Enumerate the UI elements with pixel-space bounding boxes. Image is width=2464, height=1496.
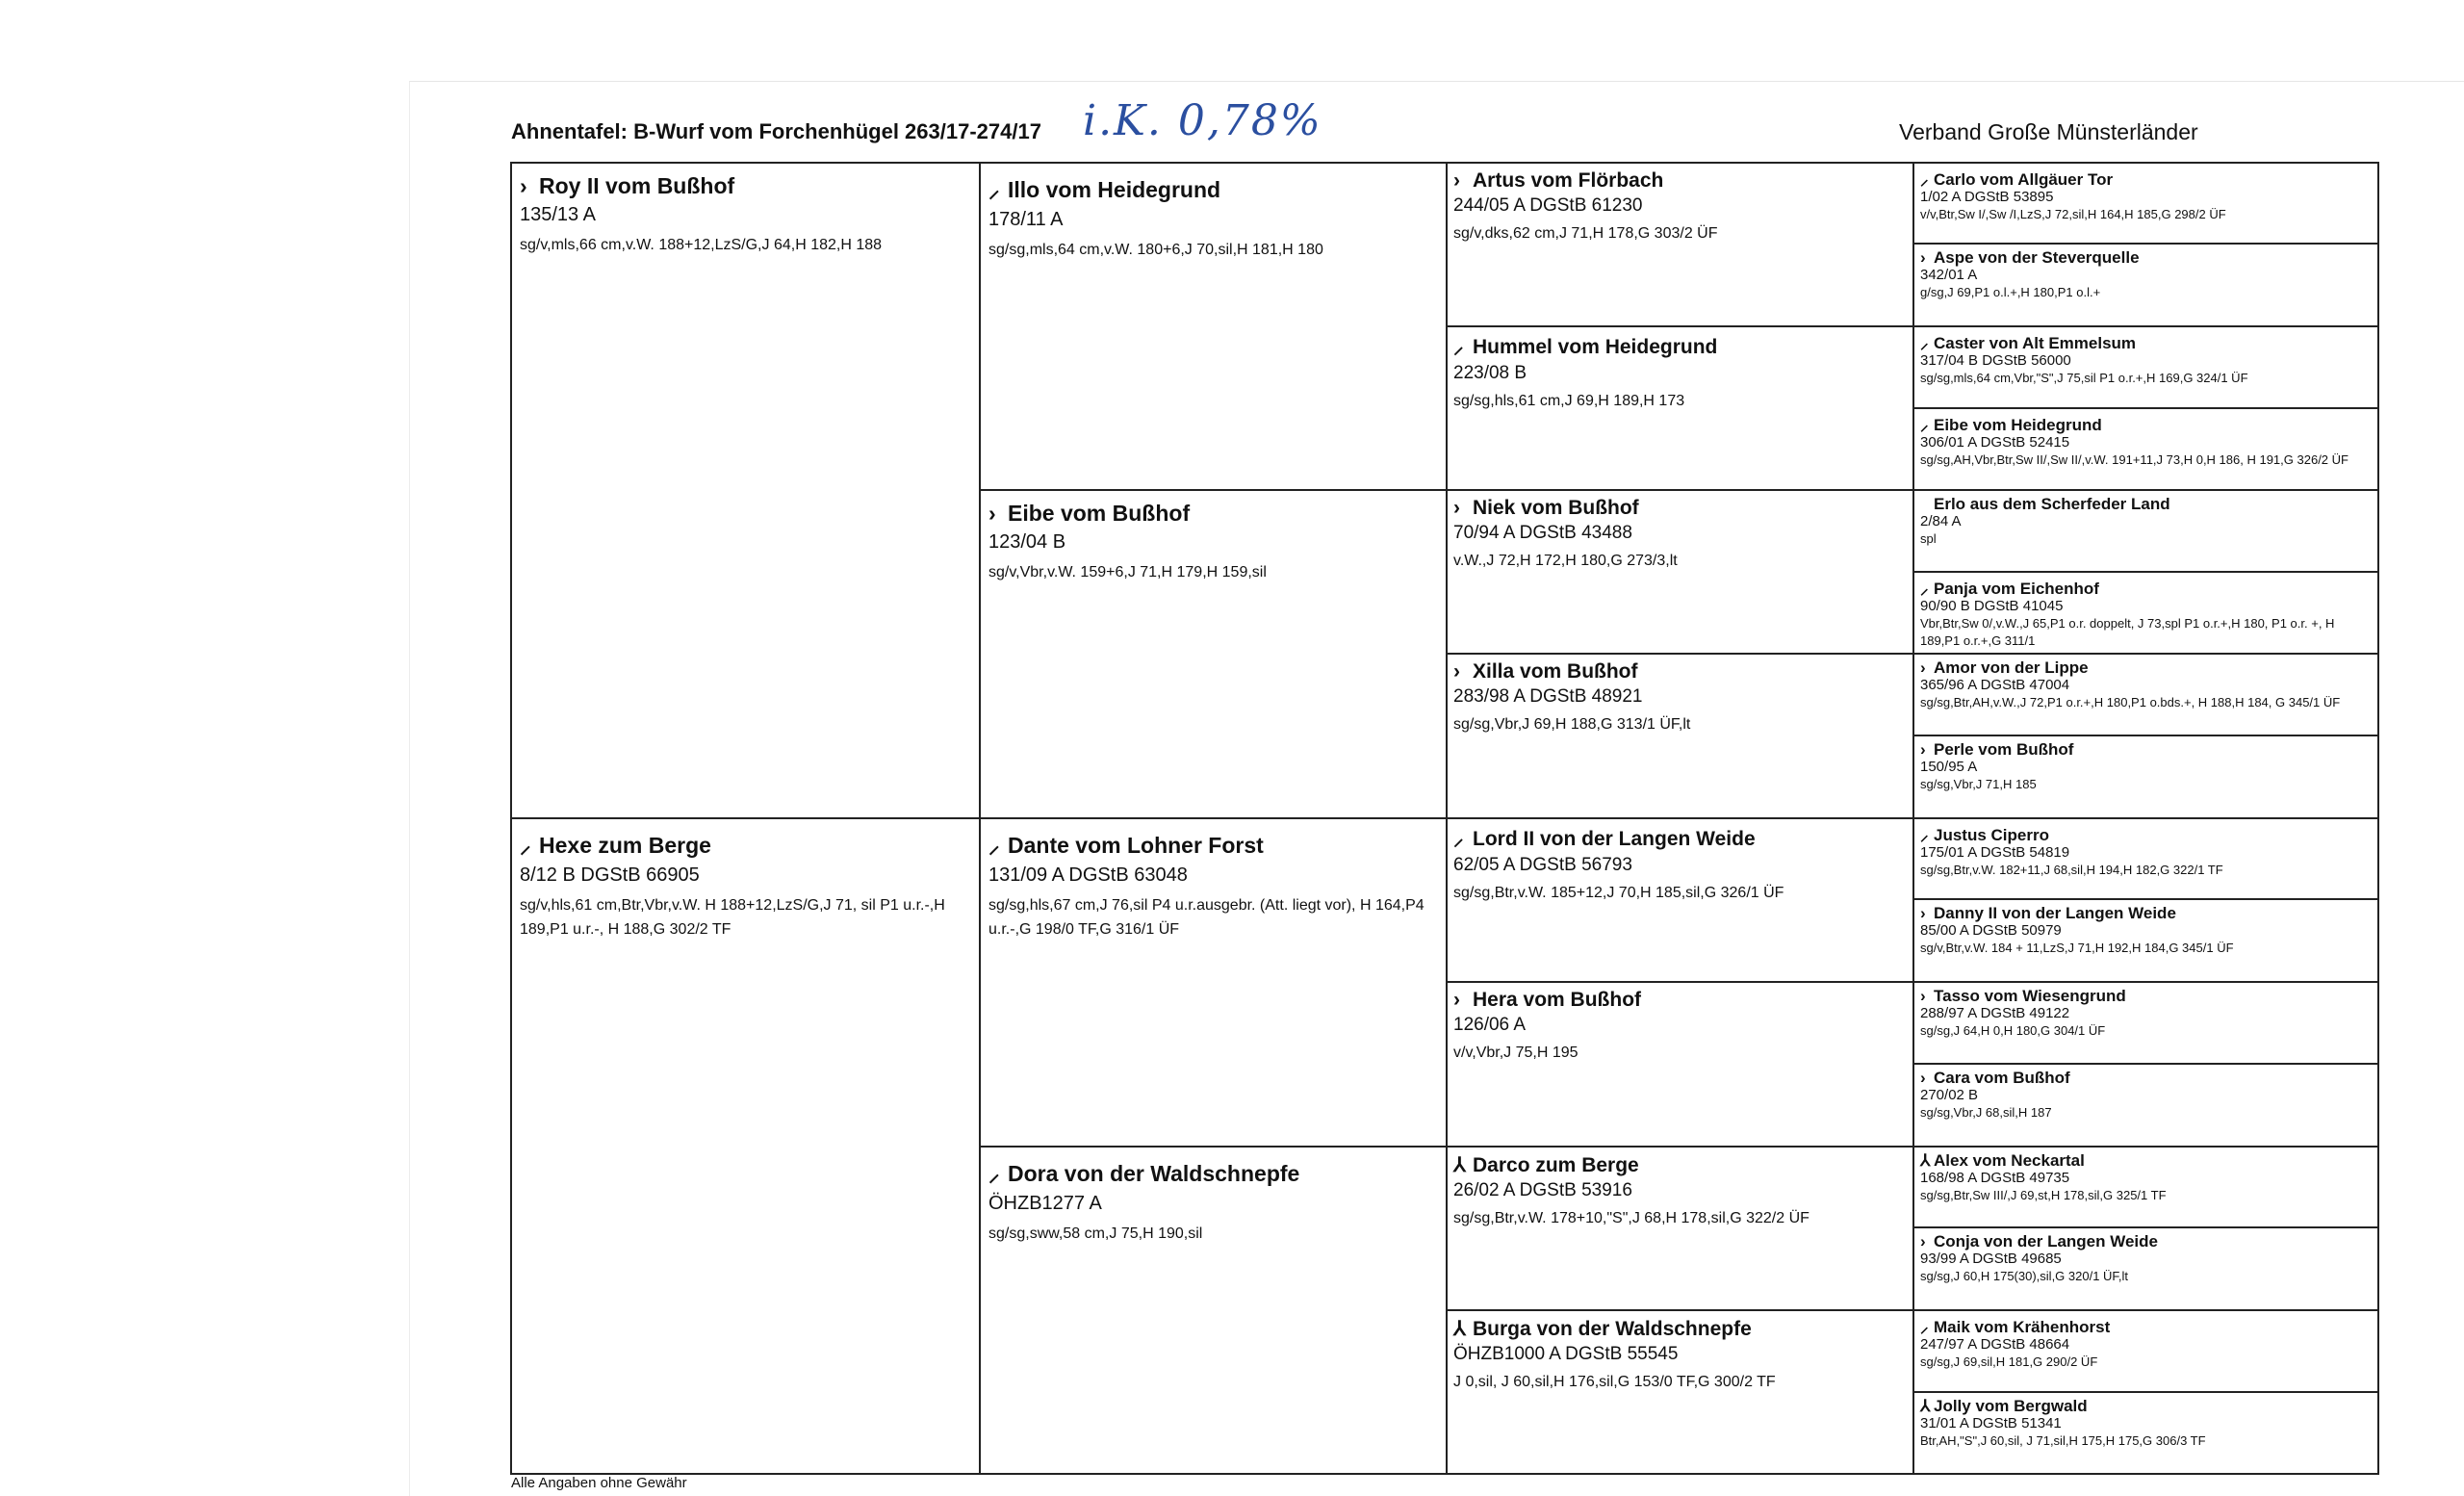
handwritten-inbreeding-note: i.K. 0,78% bbox=[1083, 96, 1322, 145]
dog-name: ⸝ Dante vom Lohner Forst bbox=[988, 829, 1438, 860]
performance-details: sg/sg,AH,Vbr,Btr,Sw II/,Sw II/,v.W. 191+11,J 73,H 0,H 186, H 191,G 326/2 ÜF bbox=[1920, 452, 2348, 467]
gen4-cell bbox=[1912, 489, 2379, 573]
line-marker: ⅄ bbox=[1920, 1151, 1931, 1170]
performance-details: sg/sg,hls,67 cm,J 76,sil P4 u.r.ausgebr. (Att. liegt vor), H 164,P4 u.r.-,G 198/0 TF,G 316/1 ÜF bbox=[988, 897, 1424, 938]
dog-name: ⸝ Caster von Alt Emmelsum bbox=[1920, 331, 2372, 353]
registration-number: 93/99 A DGStB 49685 bbox=[1920, 1251, 2062, 1267]
line-marker: › bbox=[1453, 660, 1460, 683]
gen3-cell bbox=[1446, 817, 1914, 983]
registration-number: 31/01 A DGStB 51341 bbox=[1920, 1415, 2062, 1432]
line-marker: ⸝ bbox=[1920, 580, 1929, 598]
performance-details: sg/sg,Btr,AH,v.W.,J 72,P1 o.r.+,H 180,P1 o.bds.+, H 188,H 184, G 345/1 ÜF bbox=[1920, 695, 2341, 709]
dog-name: ⸝ Lord II von der Langen Weide bbox=[1453, 825, 1907, 852]
performance-details: spl bbox=[1920, 531, 1937, 546]
dog-name: › Aspe von der Steverquelle bbox=[1920, 248, 2140, 267]
gen4-cell bbox=[1912, 1063, 2379, 1148]
performance-details: sg/sg,Btr,v.W. 185+12,J 70,H 185,sil,G 326/1 ÜF bbox=[1453, 885, 1784, 901]
performance-details: v.W.,J 72,H 172,H 180,G 273/3,lt bbox=[1453, 553, 1678, 569]
dog-name: ⅄ Jolly vom Bergwald bbox=[1920, 1397, 2088, 1415]
dog-name: ⸝ Illo vom Heidegrund bbox=[988, 173, 1438, 204]
gen4-cell bbox=[1912, 653, 2379, 736]
performance-details: Vbr,Btr,Sw 0/,v.W.,J 65,P1 o.r. doppelt, J 73,spl P1 o.r.+,H 180, P1 o.r. +, H 189,P1 o.r.+,G 311/1 bbox=[1920, 616, 2335, 648]
registration-number: 223/08 B bbox=[1453, 363, 1527, 383]
line-marker: › bbox=[1920, 987, 1926, 1005]
registration-number: 1/02 A DGStB 53895 bbox=[1920, 189, 2054, 205]
registration-number: 342/01 A bbox=[1920, 267, 1978, 283]
line-marker: ⸝ bbox=[520, 833, 531, 858]
dog-name: ⸝ Carlo vom Allgäuer Tor bbox=[1920, 168, 2372, 190]
registration-number: 150/95 A bbox=[1920, 759, 1978, 775]
dog-name: › Tasso vom Wiesengrund bbox=[1920, 987, 2126, 1005]
line-marker: ⸝ bbox=[988, 177, 1000, 202]
performance-details: sg/sg,hls,61 cm,J 69,H 189,H 173 bbox=[1453, 393, 1685, 409]
line-marker: ⸝ bbox=[1920, 334, 1929, 352]
registration-number: 306/01 A DGStB 52415 bbox=[1920, 434, 2070, 451]
performance-details: v/v,Btr,Sw I/,Sw /I,LzS,J 72,sil,H 164,H 185,G 298/2 ÜF bbox=[1920, 207, 2226, 221]
sire-dam-cell bbox=[979, 489, 1448, 819]
dog-name: › Xilla vom Bußhof bbox=[1453, 660, 1638, 683]
performance-details: sg/sg,Vbr,J 68,sil,H 187 bbox=[1920, 1105, 2052, 1120]
line-marker: ⅄ bbox=[1453, 1318, 1466, 1340]
dog-name: › Danny II von der Langen Weide bbox=[1920, 904, 2176, 922]
registration-number: 317/04 B DGStB 56000 bbox=[1920, 352, 2071, 369]
dog-name: › Amor von der Lippe bbox=[1920, 658, 2089, 677]
registration-number: ÖHZB1277 A bbox=[988, 1193, 1102, 1214]
dog-name: ⸝ Dora von der Waldschnepfe bbox=[988, 1157, 1438, 1188]
registration-number: 131/09 A DGStB 63048 bbox=[988, 864, 1188, 886]
gen4-cell bbox=[1912, 162, 2379, 245]
performance-details: sg/sg,sww,58 cm,J 75,H 190,sil bbox=[988, 1225, 1203, 1242]
line-marker: ⅄ bbox=[1453, 1154, 1466, 1176]
dam-dam-cell bbox=[979, 1146, 1448, 1475]
performance-details: sg/sg,Btr,v.W. 178+10,"S",J 68,H 178,sil,G 322/2 ÜF bbox=[1453, 1210, 1810, 1226]
gen3-cell bbox=[1446, 489, 1914, 655]
line-marker: › bbox=[1453, 989, 1460, 1011]
line-marker: ⸝ bbox=[1453, 336, 1464, 358]
dog-name: ⸝ Justus Ciperro bbox=[1920, 823, 2372, 845]
gen4-cell bbox=[1912, 571, 2379, 655]
dog-name: ⸝ Panja vom Eichenhof bbox=[1920, 577, 2372, 599]
performance-details: sg/v,Btr,v.W. 184 + 11,LzS,J 71,H 192,H 184,G 345/1 ÜF bbox=[1920, 941, 2234, 955]
gen3-cell bbox=[1446, 162, 1914, 327]
dog-name: › Perle vom Bußhof bbox=[1920, 740, 2074, 759]
gen4-cell bbox=[1912, 735, 2379, 819]
gen4-cell bbox=[1912, 1146, 2379, 1228]
dog-name: ⸝ Hummel vom Heidegrund bbox=[1453, 333, 1907, 360]
line-marker: › bbox=[520, 173, 527, 198]
line-marker: › bbox=[988, 501, 996, 526]
registration-number: 85/00 A DGStB 50979 bbox=[1920, 922, 2062, 939]
performance-details: sg/sg,Vbr,J 69,H 188,G 313/1 ÜF,lt bbox=[1453, 716, 1691, 733]
line-marker: › bbox=[1920, 904, 1926, 922]
performance-details: sg/sg,mls,64 cm,Vbr,"S",J 75,sil P1 o.r.+,H 169,G 324/1 ÜF bbox=[1920, 371, 2248, 385]
gen4-cell bbox=[1912, 1226, 2379, 1311]
disclaimer: Alle Angaben ohne Gewähr bbox=[511, 1475, 687, 1491]
gen4-cell bbox=[1912, 325, 2379, 409]
registration-number: 247/97 A DGStB 48664 bbox=[1920, 1336, 2070, 1353]
registration-number: 62/05 A DGStB 56793 bbox=[1453, 855, 1632, 875]
line-marker: ⸝ bbox=[1920, 826, 1929, 844]
line-marker: › bbox=[1920, 658, 1926, 677]
dog-name: ⅄ Darco zum Berge bbox=[1453, 1154, 1639, 1176]
performance-details: v/v,Vbr,J 75,H 195 bbox=[1453, 1045, 1578, 1061]
sire-cell bbox=[510, 162, 981, 819]
gen4-cell bbox=[1912, 243, 2379, 327]
dog-name: › Niek vom Bußhof bbox=[1453, 497, 1639, 519]
gen3-cell bbox=[1446, 325, 1914, 491]
registration-number: 126/06 A bbox=[1453, 1015, 1527, 1035]
gen4-cell bbox=[1912, 1309, 2379, 1393]
registration-number: 70/94 A DGStB 43488 bbox=[1453, 523, 1632, 543]
line-marker: ⅄ bbox=[1920, 1397, 1931, 1415]
line-marker: › bbox=[1920, 740, 1926, 759]
dog-name: Erlo aus dem Scherfeder Land bbox=[1934, 495, 2170, 513]
line-marker: › bbox=[1920, 1232, 1926, 1251]
registration-number: 2/84 A bbox=[1920, 513, 1962, 529]
dog-name: ⸝ Maik vom Krähenhorst bbox=[1920, 1315, 2372, 1337]
performance-details: sg/sg,Vbr,J 71,H 185 bbox=[1920, 777, 2037, 791]
performance-details: sg/sg,J 64,H 0,H 180,G 304/1 ÜF bbox=[1920, 1023, 2106, 1038]
gen3-cell bbox=[1446, 981, 1914, 1148]
performance-details: sg/v,dks,62 cm,J 71,H 178,G 303/2 ÜF bbox=[1453, 225, 1718, 242]
registration-number: 178/11 A bbox=[988, 209, 1064, 230]
gen3-cell bbox=[1446, 653, 1914, 819]
gen4-cell bbox=[1912, 407, 2379, 491]
association-name: Verband Große Münsterländer bbox=[1899, 119, 2198, 144]
performance-details: sg/sg,J 69,sil,H 181,G 290/2 ÜF bbox=[1920, 1354, 2098, 1369]
performance-details: sg/sg,Btr,v.W. 182+11,J 68,sil,H 194,H 182,G 322/1 TF bbox=[1920, 863, 2223, 877]
registration-number: 175/01 A DGStB 54819 bbox=[1920, 844, 2070, 861]
registration-number: 244/05 A DGStB 61230 bbox=[1453, 195, 1643, 216]
line-marker: › bbox=[1453, 169, 1460, 192]
registration-number: 26/02 A DGStB 53916 bbox=[1453, 1180, 1632, 1200]
dam-sire-cell bbox=[979, 817, 1448, 1148]
gen3-cell bbox=[1446, 1146, 1914, 1311]
dog-name: › Cara vom Bußhof bbox=[1920, 1069, 2070, 1087]
registration-number: 270/02 B bbox=[1920, 1087, 1979, 1103]
performance-details: sg/v,Vbr,v.W. 159+6,J 71,H 179,H 159,sil bbox=[988, 564, 1267, 580]
dog-name: ⅄ Alex vom Neckartal bbox=[1920, 1151, 2085, 1170]
registration-number: 365/96 A DGStB 47004 bbox=[1920, 677, 2070, 693]
registration-number: 288/97 A DGStB 49122 bbox=[1920, 1005, 2070, 1021]
performance-details: sg/sg,mls,64 cm,v.W. 180+6,J 70,sil,H 181,H 180 bbox=[988, 242, 1323, 258]
registration-number: 283/98 A DGStB 48921 bbox=[1453, 686, 1643, 707]
line-marker: ⸝ bbox=[1920, 170, 1929, 189]
line-marker: ⸝ bbox=[988, 1161, 1000, 1186]
gen3-cell bbox=[1446, 1309, 1914, 1475]
line-marker: ⸝ bbox=[988, 833, 1000, 858]
line-marker: › bbox=[1920, 248, 1926, 267]
gen4-cell bbox=[1912, 898, 2379, 983]
sire-sire-cell bbox=[979, 162, 1448, 491]
dog-name: › Hera vom Bußhof bbox=[1453, 989, 1642, 1011]
registration-number: 8/12 B DGStB 66905 bbox=[520, 864, 700, 886]
pedigree-title: Ahnentafel: B-Wurf vom Forchenhügel 263/17-274/17 bbox=[511, 119, 1041, 143]
performance-details: J 0,sil, J 60,sil,H 176,sil,G 153/0 TF,G 300/2 TF bbox=[1453, 1374, 1776, 1390]
dog-name: ⸝ Hexe zum Berge bbox=[520, 829, 971, 860]
line-marker: ⸝ bbox=[1920, 416, 1929, 434]
gen4-cell bbox=[1912, 817, 2379, 900]
dog-name: › Conja von der Langen Weide bbox=[1920, 1232, 2158, 1251]
line-marker: › bbox=[1453, 497, 1460, 519]
registration-number: 123/04 B bbox=[988, 531, 1066, 553]
performance-details: sg/sg,Btr,Sw III/,J 69,st,H 178,sil,G 325/1 TF bbox=[1920, 1188, 2167, 1202]
gen4-cell bbox=[1912, 1391, 2379, 1475]
registration-number: 90/90 B DGStB 41045 bbox=[1920, 598, 2064, 614]
performance-details: sg/v,mls,66 cm,v.W. 188+12,LzS/G,J 64,H 182,H 188 bbox=[520, 237, 883, 253]
performance-details: g/sg,J 69,P1 o.l.+,H 180,P1 o.l.+ bbox=[1920, 285, 2101, 299]
registration-number: ÖHZB1000 A DGStB 55545 bbox=[1453, 1344, 1679, 1364]
dam-cell bbox=[510, 817, 981, 1475]
registration-number: 135/13 A bbox=[520, 204, 596, 225]
dog-name: ⸝ Eibe vom Heidegrund bbox=[1920, 413, 2372, 435]
gen4-cell bbox=[1912, 981, 2379, 1065]
line-marker: › bbox=[1920, 1069, 1926, 1087]
registration-number: 168/98 A DGStB 49735 bbox=[1920, 1170, 2070, 1186]
dog-name: ⅄ Burga von der Waldschnepfe bbox=[1453, 1318, 1752, 1340]
performance-details: Btr,AH,"S",J 60,sil, J 71,sil,H 175,H 175,G 306/3 TF bbox=[1920, 1433, 2206, 1448]
performance-details: sg/v,hls,61 cm,Btr,Vbr,v.W. H 188+12,LzS/G,J 71, sil P1 u.r.-,H 189,P1 u.r.-, H 188,G 302/2 TF bbox=[520, 897, 945, 938]
dog-name: › Eibe vom Bußhof bbox=[988, 501, 1191, 526]
line-marker: ⸝ bbox=[1920, 1318, 1929, 1336]
line-marker: ⸝ bbox=[1453, 828, 1464, 850]
dog-name: › Artus vom Flörbach bbox=[1453, 169, 1664, 192]
dog-name: › Roy II vom Bußhof bbox=[520, 173, 735, 198]
performance-details: sg/sg,J 60,H 175(30),sil,G 320/1 ÜF,lt bbox=[1920, 1269, 2129, 1283]
